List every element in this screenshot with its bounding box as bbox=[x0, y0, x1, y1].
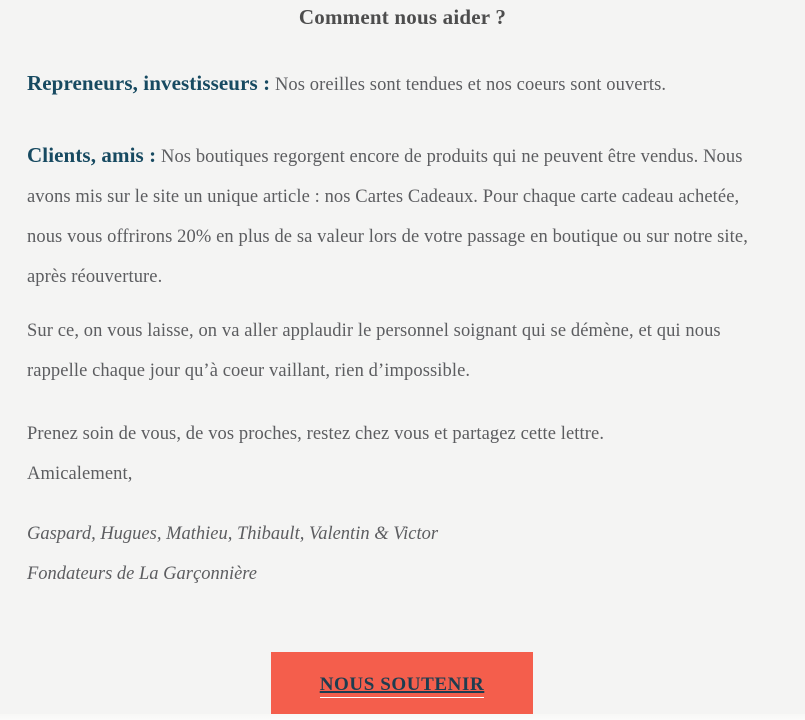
paragraph-repreneurs bbox=[27, 63, 778, 105]
support-button[interactable] bbox=[271, 652, 533, 718]
section-title: Comment nous aider ? bbox=[298, 5, 507, 29]
paragraph-care-text: Prenez soin de vous, de vos proches, restez chez vous et partagez cette lettre. bbox=[27, 424, 605, 444]
section-divider bbox=[0, 714, 805, 720]
signature-names: Gaspard, Hugues, Mathieu, Thibault, Valentin & Victor bbox=[27, 524, 439, 544]
paragraph-care bbox=[27, 414, 778, 454]
signature-role: Fondateurs de La Garçonnière bbox=[27, 564, 258, 584]
paragraph-regards bbox=[27, 454, 778, 494]
paragraph-clients-text: Nos boutiques regorgent encore de produits qui ne peuvent être vendus. Nous avons mis sur le site un unique article : nos Cartes Cadeaux. Pour chaque carte cadeau achetée, nous vous offrirons 20% en plus de sa valeur lors de votre passage en boutique ou sur notre site, après réouverture. bbox=[27, 147, 748, 287]
audience-label-clients: Clients, amis : bbox=[27, 143, 157, 167]
signature-block bbox=[27, 514, 778, 594]
paragraph-clients bbox=[27, 135, 778, 297]
audience-label-repreneurs: Repreneurs, investisseurs : bbox=[27, 71, 271, 95]
paragraph-farewell bbox=[27, 311, 778, 391]
paragraph-regards-text: Amicalement, bbox=[27, 464, 133, 484]
cta-row bbox=[27, 652, 778, 718]
paragraph-repreneurs-text: Nos oreilles sont tendues et nos coeurs sont ouverts. bbox=[274, 75, 667, 95]
paragraph-farewell-text: Sur ce, on vous laisse, on va aller applaudir le personnel soignant qui se démène, et qui nous rappelle chaque jour qu’à coeur vaillant, rien d’impossible. bbox=[27, 321, 721, 381]
support-button-label: NOUS SOUTENIR bbox=[320, 673, 485, 698]
